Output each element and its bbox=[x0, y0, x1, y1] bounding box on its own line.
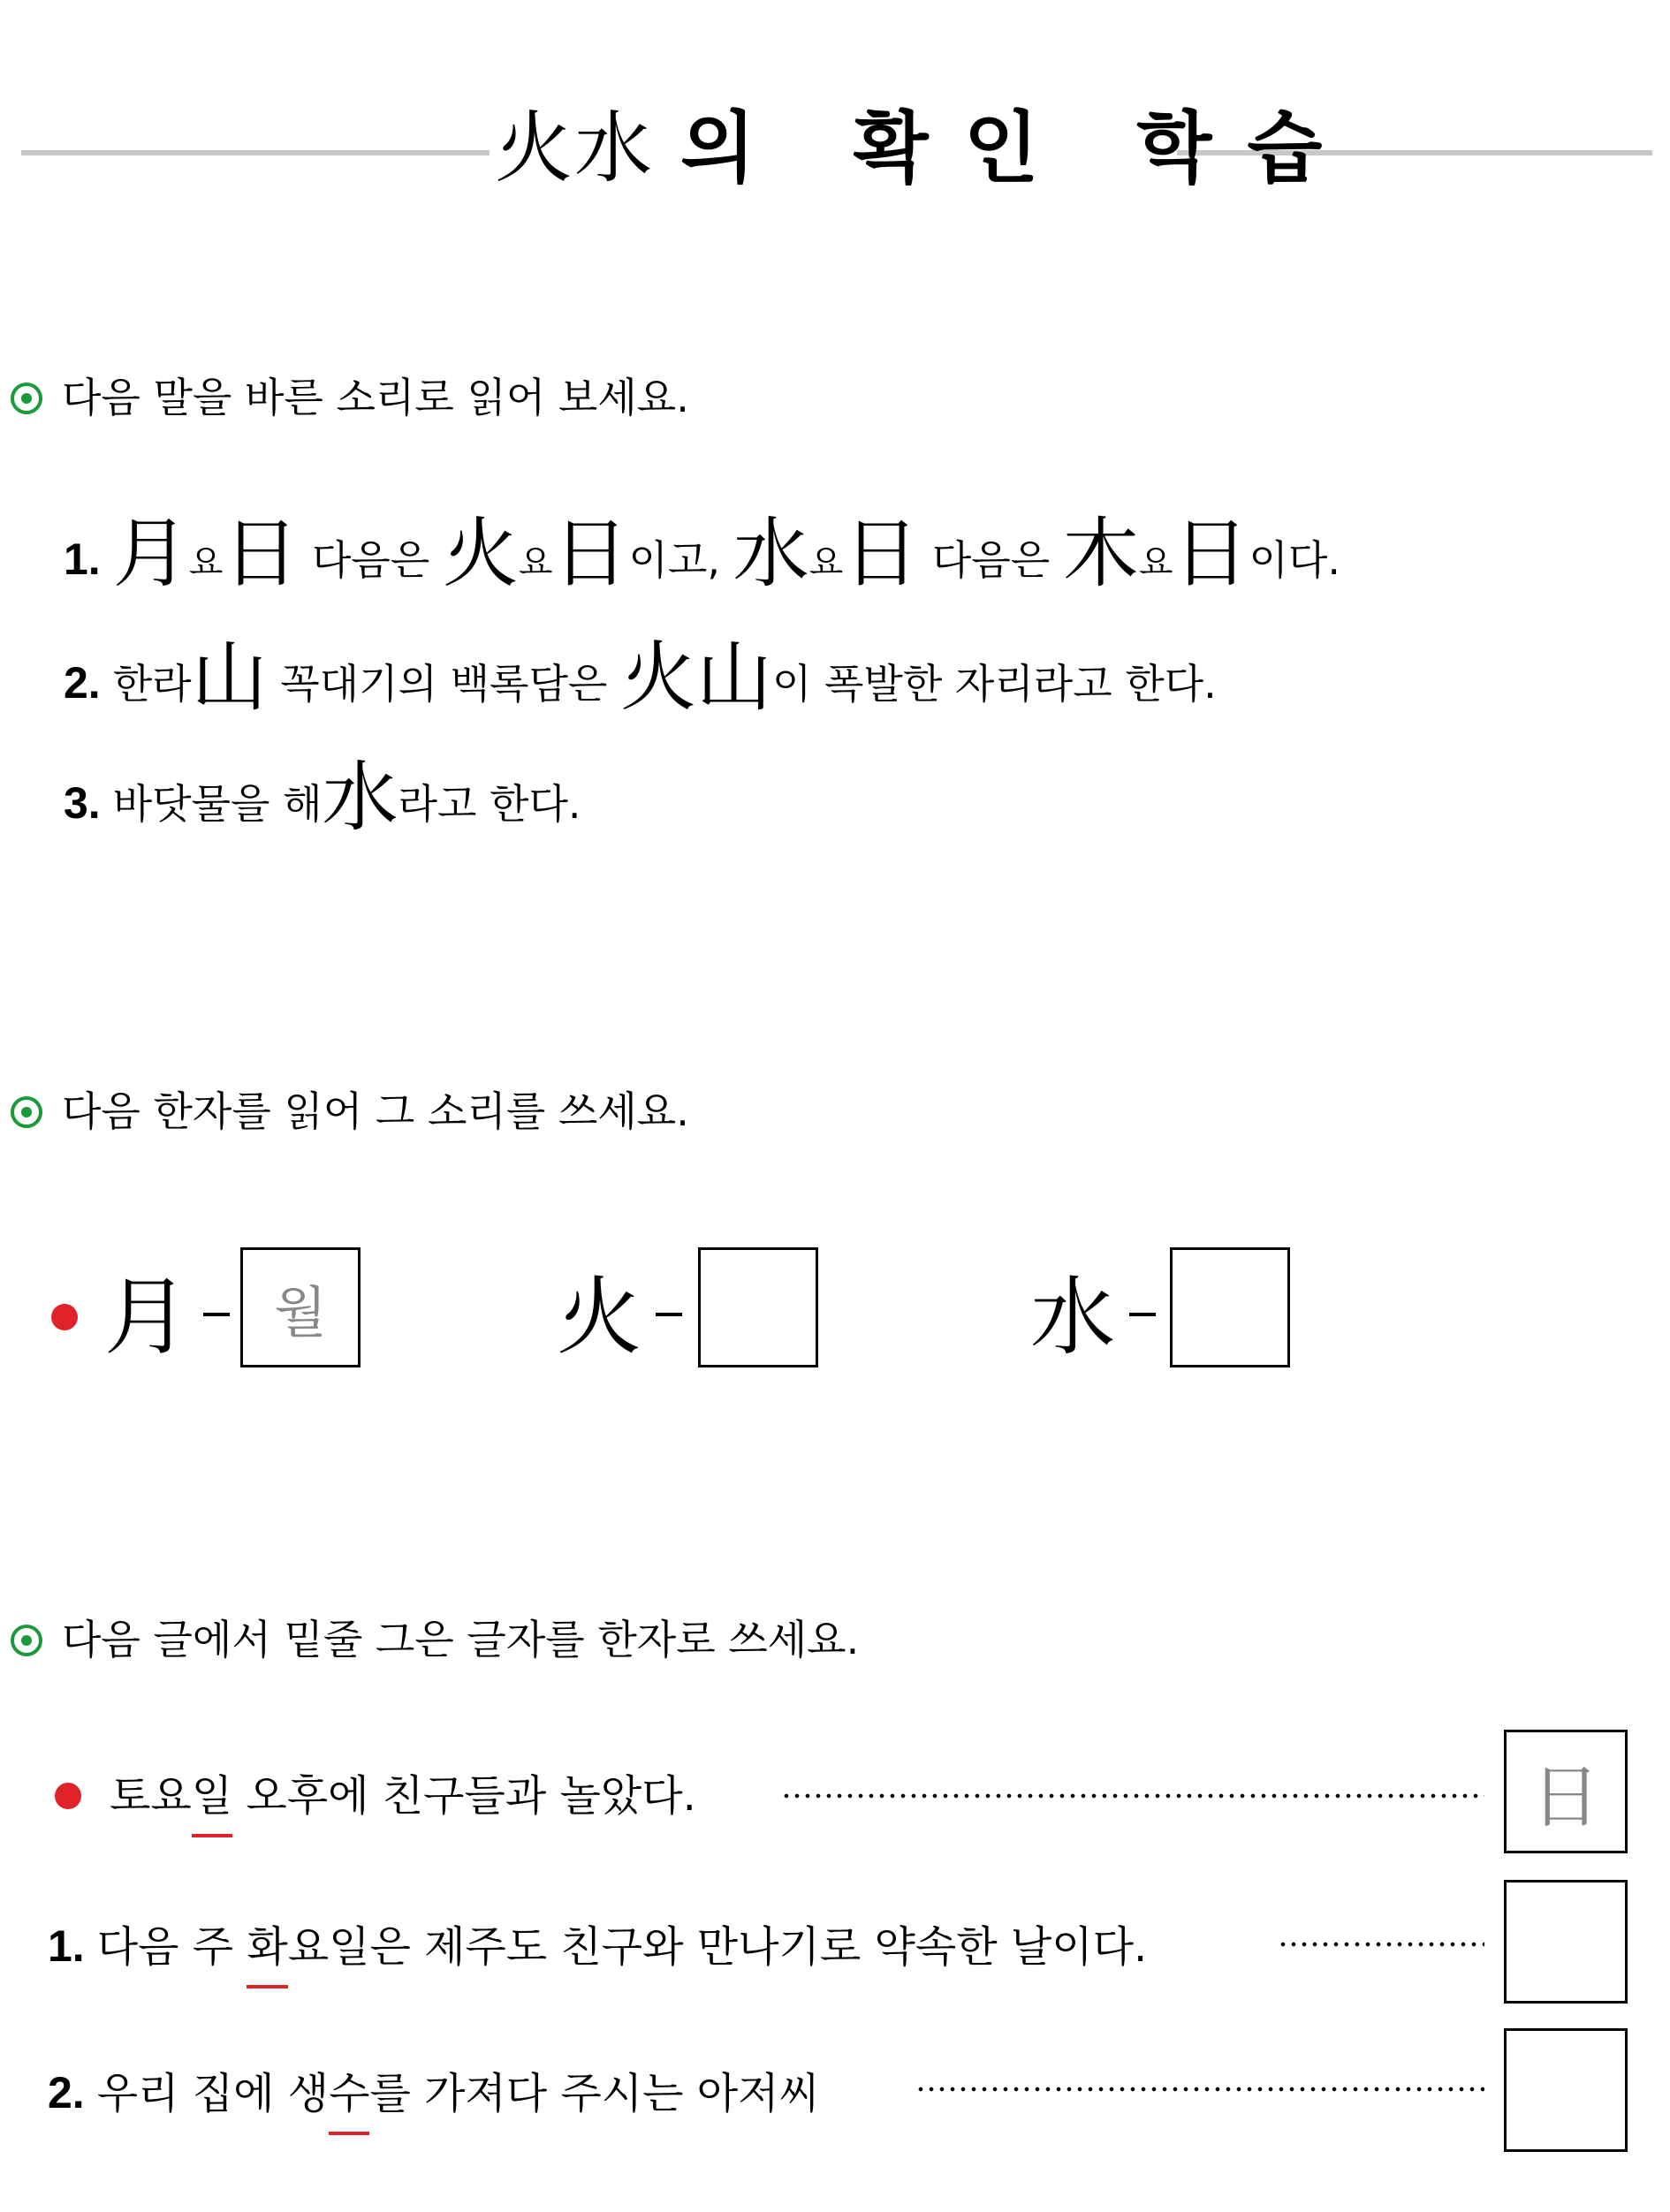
dash bbox=[656, 1313, 682, 1316]
text-fragment: 요 bbox=[1138, 542, 1173, 583]
reading-line-1 bbox=[64, 505, 1340, 611]
text-fragment: 이 폭발한 자리라고 한다. bbox=[771, 660, 1217, 708]
reading-line-3 bbox=[64, 749, 581, 852]
section3-instruction: 다음 글에서 밑줄 그은 글자를 한자로 쓰세요. bbox=[62, 1616, 860, 1663]
line-number: 2. bbox=[64, 658, 101, 708]
text-fragment: 꼭대기의 백록담은 bbox=[267, 660, 620, 708]
underlined-char: 일 bbox=[192, 1765, 232, 1827]
sentence-1 bbox=[48, 1915, 1147, 1978]
dash bbox=[1129, 1313, 1156, 1316]
text-fragment: 요 bbox=[188, 542, 224, 583]
answer-sample: 월 bbox=[274, 1279, 327, 1345]
text-fragment: 이다. bbox=[1249, 536, 1341, 584]
dash bbox=[203, 1313, 230, 1316]
read-hanja-1: 月 bbox=[104, 1268, 189, 1367]
answer-box-3[interactable] bbox=[1170, 1247, 1290, 1367]
sentence-example bbox=[110, 1765, 696, 1827]
red-dot-icon bbox=[55, 1783, 81, 1809]
target-icon bbox=[11, 1096, 42, 1128]
text-fragment: 다음은 bbox=[919, 536, 1063, 584]
text-fragment: 다음은 bbox=[299, 536, 443, 584]
red-dot-icon bbox=[51, 1304, 78, 1330]
text-fragment: 요 bbox=[808, 542, 844, 583]
section1-header bbox=[11, 371, 689, 424]
sentence-text: 를 가져다 주시는 아저씨 bbox=[369, 2069, 820, 2118]
section1-instruction: 다음 말을 바른 소리로 읽어 보세요. bbox=[62, 374, 689, 421]
hanja-char: 日 bbox=[223, 510, 300, 598]
hanja-char: 火 bbox=[442, 510, 519, 598]
page-title bbox=[495, 99, 1358, 197]
underlined-char: 수 bbox=[329, 2063, 369, 2125]
answer-sample: 日 bbox=[1530, 1758, 1600, 1837]
sentence-text: 오후에 친구들과 놀았다. bbox=[232, 1771, 696, 1821]
answer-box-example[interactable] bbox=[1504, 1730, 1628, 1853]
read-hanja-2: 火 bbox=[557, 1268, 641, 1367]
target-icon bbox=[11, 1625, 42, 1656]
target-icon bbox=[11, 383, 42, 414]
line-number: 1. bbox=[64, 534, 101, 584]
title-korean: 의 확인 학습 bbox=[680, 102, 1358, 193]
text-fragment: 요 bbox=[518, 542, 553, 583]
line-number: 1. bbox=[48, 1921, 85, 1971]
hanja-char: 水 bbox=[733, 510, 809, 598]
read-hanja-3: 水 bbox=[1030, 1268, 1115, 1367]
hanja-char: 山 bbox=[191, 633, 268, 722]
sentence-2 bbox=[48, 2062, 820, 2125]
dot-leader bbox=[1278, 1942, 1484, 1947]
sentence-text: 요일은 제주도 친구와 만나기로 약속한 날이다. bbox=[287, 1922, 1148, 1972]
hanja-char: 日 bbox=[1173, 510, 1249, 598]
sentence-text: 토요 bbox=[110, 1771, 192, 1821]
answer-box-2[interactable] bbox=[1504, 2028, 1628, 2152]
hanja-char: 日 bbox=[552, 510, 629, 598]
hanja-char: 木 bbox=[1062, 510, 1139, 598]
line-number: 2. bbox=[48, 2068, 85, 2117]
answer-box-2[interactable] bbox=[698, 1247, 818, 1367]
dot-leader bbox=[915, 2087, 1484, 2092]
text-fragment: 라고 한다. bbox=[398, 780, 581, 828]
line-number: 3. bbox=[64, 778, 101, 828]
answer-box-1[interactable] bbox=[1504, 1880, 1628, 2004]
section2-header bbox=[11, 1085, 689, 1138]
reading-line-2 bbox=[64, 629, 1217, 732]
sentence-text: 우리 집에 생 bbox=[96, 2069, 330, 2118]
text-fragment: 한라 bbox=[112, 660, 192, 708]
hanja-char: 月 bbox=[112, 510, 189, 598]
title-rule-left bbox=[21, 150, 490, 155]
underlined-char: 화 bbox=[247, 1916, 287, 1978]
title-hanja: 火水 bbox=[495, 102, 655, 193]
text-fragment: 바닷물을 해 bbox=[112, 780, 323, 828]
section2-instruction: 다음 한자를 읽어 그 소리를 쓰세요. bbox=[62, 1087, 689, 1135]
answer-box-1[interactable] bbox=[240, 1247, 361, 1367]
hanja-word: 火山 bbox=[619, 633, 772, 722]
hanja-char: 日 bbox=[843, 510, 920, 598]
hanja-char: 水 bbox=[322, 754, 399, 842]
dot-leader bbox=[781, 1793, 1484, 1799]
text-fragment: 이고, bbox=[628, 536, 733, 584]
sentence-text: 다음 주 bbox=[96, 1922, 247, 1972]
section3-header bbox=[11, 1613, 859, 1666]
